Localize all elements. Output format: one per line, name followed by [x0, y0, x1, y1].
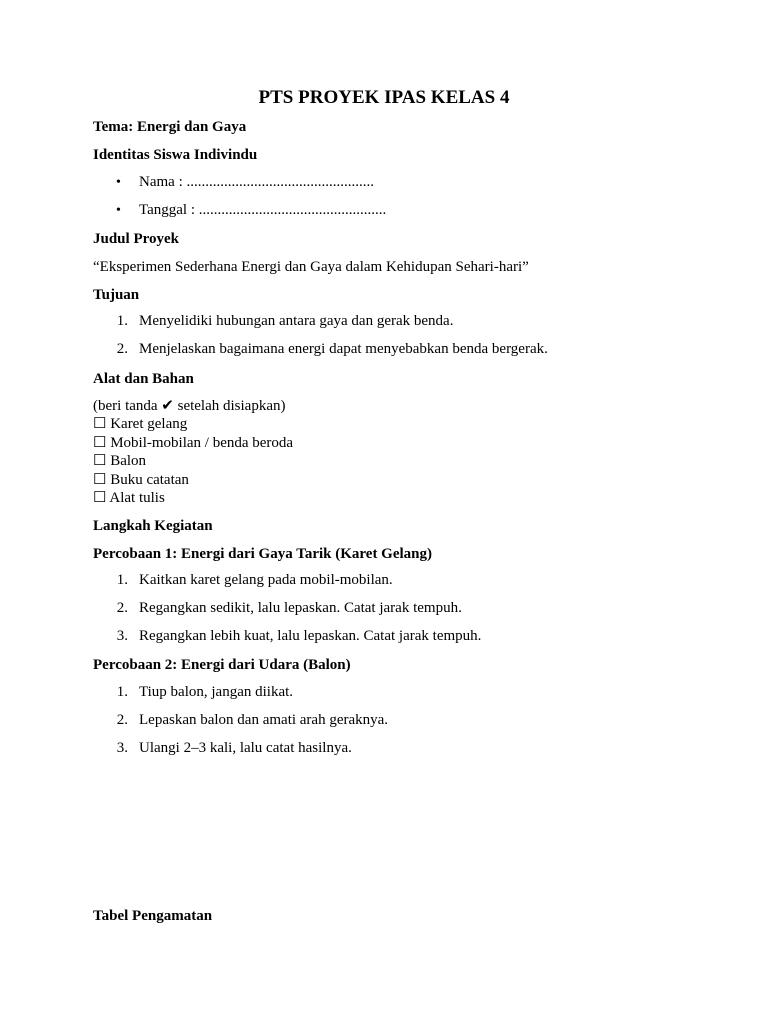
tujuan-item-1: Menyelidiki hubungan antara gaya dan gerak benda.	[139, 313, 454, 329]
page-title: PTS PROYEK IPAS KELAS 4	[258, 87, 510, 108]
checklist-item-balon: ☐ Balon	[93, 453, 147, 470]
judul-text: “Eksperimen Sederhana Energi dan Gaya dalam Kehidupan Sehari-hari”	[93, 259, 529, 275]
p2-num-1: 1.	[116, 684, 128, 700]
tema-heading: Tema: Energi dan Gaya	[93, 119, 247, 135]
p1-num-2: 2.	[116, 600, 128, 616]
tujuan-num-1: 1.	[116, 313, 128, 329]
p2-item-3: Ulangi 2–3 kali, lalu catat hasilnya.	[139, 740, 352, 756]
field-tanggal: Tanggal : ..................................................	[139, 202, 387, 218]
field-nama: Nama : ..................................................	[139, 174, 374, 190]
p2-item-1: Tiup balon, jangan diikat.	[139, 684, 294, 700]
alat-note: (beri tanda ✔ setelah disiapkan)	[93, 398, 286, 414]
p2-num-2: 2.	[116, 712, 128, 728]
identitas-heading: Identitas Siswa Indivindu	[93, 147, 258, 163]
tabel-heading: Tabel Pengamatan	[93, 908, 213, 924]
p1-item-1: Kaitkan karet gelang pada mobil-mobilan.	[139, 572, 393, 588]
langkah-heading: Langkah Kegiatan	[93, 518, 213, 534]
p1-item-2: Regangkan sedikit, lalu lepaskan. Catat jarak tempuh.	[139, 600, 462, 616]
p1-num-1: 1.	[116, 572, 128, 588]
tujuan-item-2: Menjelaskan bagaimana energi dapat menyebabkan benda bergerak.	[139, 341, 548, 357]
percobaan1-heading: Percobaan 1: Energi dari Gaya Tarik (Karet Gelang)	[93, 546, 433, 562]
tujuan-num-2: 2.	[116, 341, 128, 357]
checklist-item-karet: ☐ Karet gelang	[93, 416, 188, 433]
alat-heading: Alat dan Bahan	[93, 371, 194, 387]
p2-item-2: Lepaskan balon dan amati arah geraknya.	[139, 712, 389, 728]
percobaan2-heading: Percobaan 2: Energi dari Udara (Balon)	[93, 657, 351, 673]
checklist-item-buku: ☐ Buku catatan	[93, 471, 189, 488]
tujuan-heading: Tujuan	[93, 287, 140, 303]
alat-checklist	[93, 397, 293, 507]
p2-num-3: 3.	[116, 740, 128, 756]
checklist-item-alat-tulis: ☐ Alat tulis	[93, 490, 165, 507]
p1-item-3: Regangkan lebih kuat, lalu lepaskan. Catat jarak tempuh.	[139, 628, 482, 644]
judul-heading: Judul Proyek	[93, 231, 179, 247]
checklist-item-mobil: ☐ Mobil-mobilan / benda beroda	[93, 434, 294, 451]
p1-num-3: 3.	[116, 628, 128, 644]
bullet-tanggal: •	[116, 203, 121, 218]
bullet-nama: •	[116, 175, 121, 190]
